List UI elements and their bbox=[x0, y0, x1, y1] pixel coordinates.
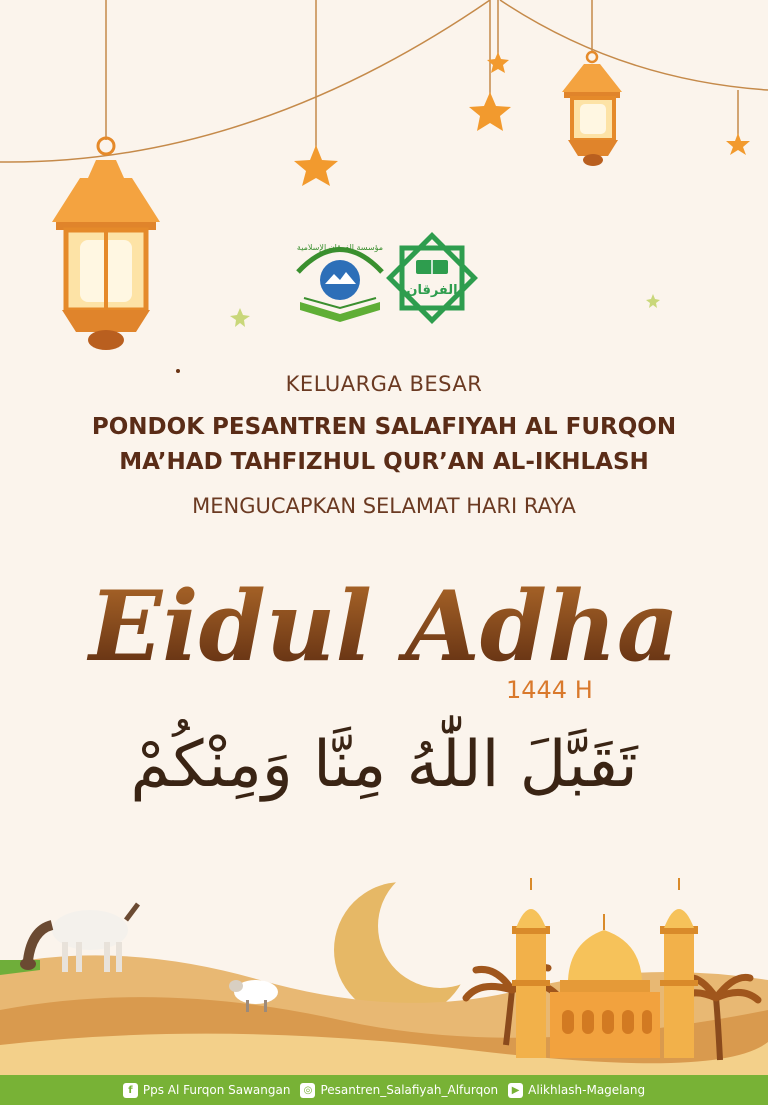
mosque-icon bbox=[512, 878, 698, 1058]
footer-item-facebook[interactable] bbox=[123, 1083, 291, 1098]
social-footer bbox=[0, 1075, 768, 1105]
left-logo bbox=[297, 243, 383, 322]
greeting-bottom: MENGUCAPKAN SELAMAT HARI RAYA bbox=[192, 494, 576, 518]
right-logo-text: الفرقان bbox=[406, 283, 458, 298]
organization-name-2: MA’HAD TAHFIZHUL QUR’AN AL-IKHLASH bbox=[119, 449, 649, 475]
title-main: Eidul Adha bbox=[88, 570, 680, 680]
greeting-top: KELUARGA BESAR bbox=[285, 372, 483, 396]
lantern-icon bbox=[52, 138, 160, 350]
instagram-handle: Pesantren_Salafiyah_Alfurqon bbox=[320, 1083, 499, 1097]
facebook-icon: f bbox=[123, 1083, 138, 1098]
footer-item-instagram[interactable] bbox=[300, 1083, 498, 1098]
star-icon bbox=[726, 133, 750, 155]
instagram-icon: ◎ bbox=[300, 1083, 315, 1098]
hanging-string bbox=[0, 0, 490, 162]
star-icon bbox=[294, 145, 338, 186]
lantern-icon bbox=[562, 52, 622, 166]
facebook-handle: Pps Al Furqon Sawangan bbox=[142, 1083, 291, 1097]
crescent-moon-icon bbox=[334, 870, 502, 1018]
hanging-string bbox=[500, 0, 768, 90]
youtube-icon: ▶ bbox=[508, 1083, 523, 1098]
footer-item-youtube[interactable] bbox=[508, 1083, 645, 1098]
organization-name-1: PONDOK PESANTREN SALAFIYAH AL FURQON bbox=[91, 414, 677, 440]
sparkle-icon bbox=[230, 308, 250, 327]
youtube-handle: Alikhlash-Magelang bbox=[528, 1083, 646, 1097]
sparkle-icon bbox=[646, 294, 660, 308]
hijri-year: 1444 H bbox=[506, 676, 593, 704]
left-logo-text: مؤسسة الفرقان الإسلامية bbox=[296, 243, 384, 252]
right-logo bbox=[390, 236, 475, 321]
arabic-prayer: تَقَبَّلَ اللّٰهُ مِنَّا وَمِنْكُمْ bbox=[130, 728, 638, 802]
star-icon bbox=[469, 92, 511, 131]
logos bbox=[290, 232, 490, 327]
title-graphic bbox=[0, 550, 768, 680]
desert-scene bbox=[0, 870, 768, 1075]
